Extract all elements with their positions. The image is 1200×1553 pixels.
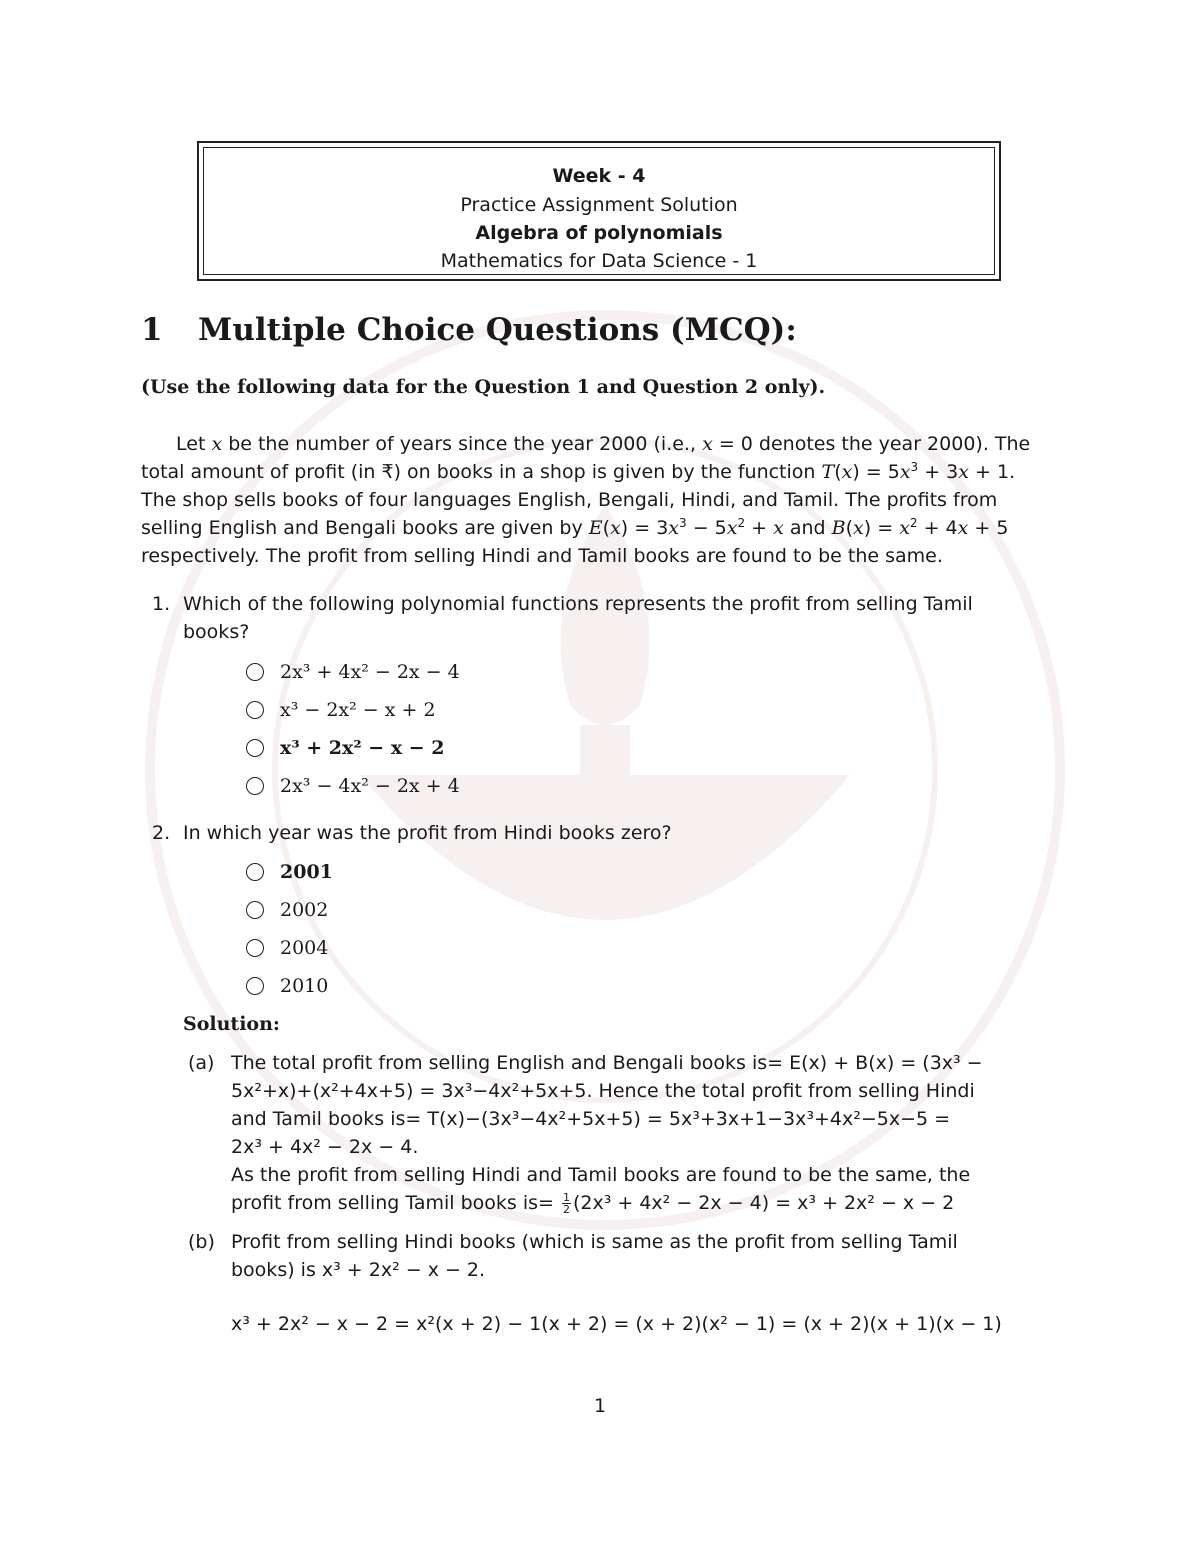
solution-a-line-3: and Tamil books is= T(x)−(3x³−4x²+5x+5) = 5x³+3x+1−3x³+4x²−5x−5 =: [231, 1108, 951, 1130]
one-half-fraction: $\frac{1}{2}$: [562, 1191, 570, 1216]
question-1-text-line-2: books?: [183, 621, 250, 643]
topic-title: Algebra of polynomials: [475, 222, 723, 244]
radio-button[interactable]: [246, 901, 264, 919]
solution-heading: Solution:: [183, 1013, 280, 1035]
question-2-option-c[interactable]: 2004: [246, 937, 328, 959]
section-heading: [141, 312, 797, 348]
question-2-option-b[interactable]: 2002: [246, 899, 328, 921]
course-name: Mathematics for Data Science - 1: [440, 250, 758, 272]
question-1-number: 1.: [152, 593, 171, 615]
solution-a-line-6: profit from selling Tamil books is= $\frac{1}{2}$ (2x³ + 4x² − 2x − 4) = x³ + 2x² − x − 2: [231, 1191, 955, 1216]
question-1-option-a[interactable]: 2x³ + 4x² − 2x − 4: [246, 661, 460, 683]
solution-b-line-2: books) is x³ + 2x² − x − 2.: [231, 1259, 486, 1281]
question-1-option-d[interactable]: 2x³ − 4x² − 2x + 4: [246, 775, 460, 797]
intro-line-5: respectively. The profit from selling Hindi and Tamil books are found to be the same.: [141, 545, 943, 567]
document-subtitle: Practice Assignment Solution: [460, 194, 738, 216]
question-1-text-line-1: Which of the following polynomial functions represents the profit from selling Tamil: [183, 593, 973, 615]
solution-b-label: (b): [188, 1231, 215, 1253]
radio-button[interactable]: [246, 663, 264, 681]
section-number: 1: [141, 312, 163, 348]
question-2-text: In which year was the profit from Hindi books zero?: [183, 822, 672, 844]
solution-a-label: (a): [188, 1052, 215, 1074]
page-number: 1: [593, 1395, 607, 1417]
title-box: [197, 141, 1001, 281]
radio-button[interactable]: [246, 777, 264, 795]
solution-a-line-5: As the profit from selling Hindi and Tamil books are found to be the same, the: [231, 1164, 971, 1186]
solution-b-line-1: Profit from selling Hindi books (which is same as the profit from selling Tamil: [231, 1231, 958, 1253]
intro-line-1: Let x be the number of years since the year 2000 (i.e., x = 0 denotes the year 2000). The: [176, 433, 1031, 455]
radio-button[interactable]: [246, 739, 264, 757]
radio-button[interactable]: [246, 701, 264, 719]
intro-line-3: The shop sells books of four languages English, Bengali, Hindi, and Tamil. The profits from: [141, 489, 998, 511]
radio-button[interactable]: [246, 977, 264, 995]
radio-button[interactable]: [246, 939, 264, 957]
question-1-option-c-correct[interactable]: x³ + 2x² − x − 2: [246, 737, 445, 759]
intro-line-4: selling English and Bengali books are given by $E(x) = 3x^3 - 5x^2 + x$ and $B(x) = x^2 + 4x + 5$: [141, 516, 1009, 539]
data-usage-note: (Use the following data for the Question 1 and Question 2 only).: [141, 376, 826, 398]
intro-line-2: total amount of profit (in ₹) on books in a shop is given by the function $T(x) = 5x^3 + 3x + 1$.: [141, 460, 1016, 483]
section-title: Multiple Choice Questions (MCQ):: [198, 312, 797, 348]
week-label: Week - 4: [552, 165, 646, 187]
factorization-equation: x³ + 2x² − x − 2 = x²(x + 2) − 1(x + 2) = (x + 2)(x² − 1) = (x + 2)(x + 1)(x − 1): [231, 1313, 1002, 1335]
question-2-number: 2.: [152, 822, 171, 844]
solution-a-line-4: 2x³ + 4x² − 2x − 4.: [231, 1136, 419, 1158]
radio-button[interactable]: [246, 863, 264, 881]
question-2-option-a-correct[interactable]: 2001: [246, 861, 333, 883]
solution-a-line-1: The total profit from selling English and Bengali books is= E(x) + B(x) = (3x³ −: [231, 1052, 983, 1074]
question-2-option-d[interactable]: 2010: [246, 975, 328, 997]
question-1-option-b[interactable]: x³ − 2x² − x + 2: [246, 699, 436, 721]
solution-a-line-2: 5x²+x)+(x²+4x+5) = 3x³−4x²+5x+5. Hence the total profit from selling Hindi: [231, 1080, 975, 1102]
